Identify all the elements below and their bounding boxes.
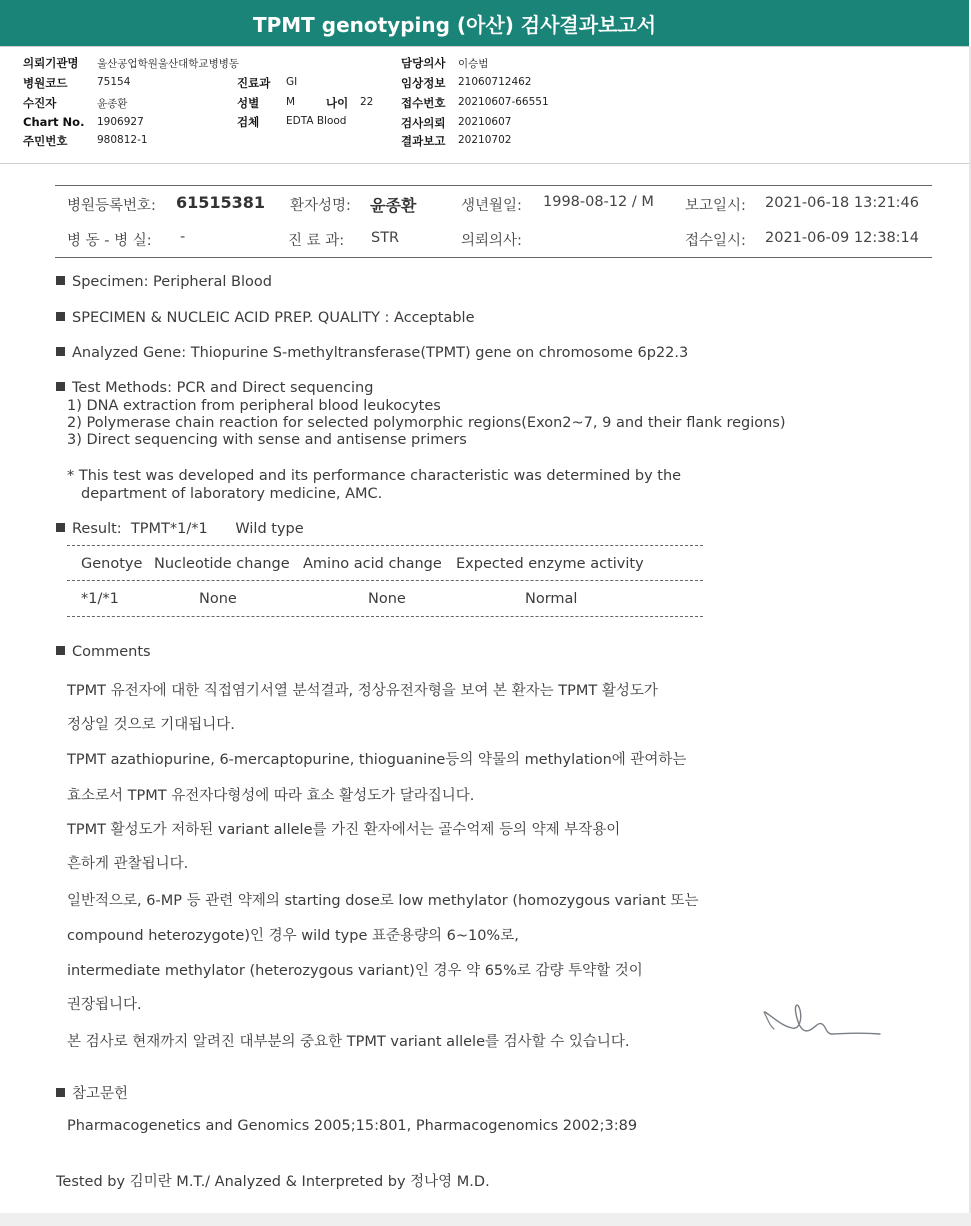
comments-section	[56, 644, 151, 660]
institution-label: 의뢰기관명	[23, 56, 79, 70]
doctor-label: 담당의사	[401, 56, 446, 70]
department-label: 진료과	[237, 76, 271, 90]
dob-label: 생년월일:	[461, 198, 522, 214]
comment-line: 정상일 것으로 기대됩니다.	[67, 717, 235, 733]
requested-value: 20210607	[458, 116, 512, 128]
resident-no-label: 주민번호	[23, 134, 68, 148]
resident-no-value: 980812-1	[97, 134, 148, 146]
dept-value: STR	[371, 230, 400, 246]
comment-line: 일반적으로, 6-MP 등 관련 약제의 starting dose로 low methylator (homozygous variant 또는	[67, 893, 699, 909]
sex-value: M	[286, 96, 296, 108]
methods-section	[56, 380, 373, 396]
cell-enzyme: Normal	[525, 591, 578, 607]
comment-line: 흔하게 관찰됩니다.	[67, 856, 189, 872]
table-bottom-rule	[67, 616, 703, 617]
bullet-square-icon	[56, 276, 65, 285]
recipient-label: 수진자	[23, 96, 57, 110]
comment-line: TPMT azathiopurine, 6-mercaptopurine, thioguanine등의 약물의 methylation에 관여하는	[67, 752, 687, 768]
quality-text: SPECIMEN & NUCLEIC ACID PREP. QUALITY : Acceptable	[72, 310, 475, 326]
specimen-type-value: EDTA Blood	[286, 115, 347, 127]
ward-label: 병 동 - 병 실:	[67, 233, 152, 249]
bullet-square-icon	[56, 1088, 65, 1097]
clinical-info-value: 21060712462	[458, 76, 532, 88]
dept-label: 진 료 과:	[288, 233, 345, 249]
disclaimer-line-2: department of laboratory medicine, AMC.	[81, 486, 383, 502]
col-header-nucleotide: Nucleotide change	[154, 556, 290, 572]
reported-value: 20210702	[458, 134, 512, 146]
bullet-square-icon	[56, 347, 65, 356]
references-text: Pharmacogenetics and Genomics 2005;15:801, Pharmacogenomics 2002;3:89	[67, 1118, 638, 1134]
patient-name-label: 환자성명:	[290, 198, 351, 214]
comment-line: intermediate methylator (heterozygous variant)인 경우 약 65%로 감량 투약할 것이	[67, 963, 643, 979]
department-value: GI	[286, 76, 298, 88]
accept-time-label: 접수일시:	[685, 233, 746, 249]
result-text: Result: TPMT*1/*1 Wild type	[72, 521, 304, 537]
method-step-2: 2) Polymerase chain reaction for selected polymorphic regions(Exon2~7, 9 and their flank regions)	[67, 415, 786, 431]
patient-box-top-rule	[55, 185, 932, 186]
age-value: 22	[360, 96, 374, 108]
tested-by-footer: Tested by 김미란 M.T./ Analyzed & Interpreted by 정나영 M.D.	[56, 1174, 490, 1190]
col-header-genotype: Genotye	[81, 556, 143, 572]
doctor-value: 이승범	[458, 58, 489, 70]
references-section	[56, 1082, 128, 1103]
result-section	[56, 521, 304, 537]
references-title: 참고문헌	[72, 1086, 129, 1102]
hospital-code-value: 75154	[97, 76, 131, 88]
cell-amino-acid: None	[368, 591, 406, 607]
institution-value: 울산공업학원울산대학교병병동	[97, 58, 240, 70]
receipt-no-label: 접수번호	[401, 96, 446, 110]
dob-value: 1998-08-12 / M	[543, 194, 654, 210]
method-step-3: 3) Direct sequencing with sense and antisense primers	[67, 432, 467, 448]
patient-name-value: 윤종환	[370, 196, 417, 215]
comments-title: Comments	[72, 644, 151, 660]
method-step-1: 1) DNA extraction from peripheral blood leukocytes	[67, 398, 441, 414]
report-title-bar	[0, 0, 969, 47]
recipient-value: 윤종환	[97, 98, 128, 110]
hospital-code-label: 병원코드	[23, 76, 68, 90]
disclaimer-line-1: * This test was developed and its performance characteristic was determined by the	[67, 468, 682, 484]
referring-doctor-label: 의뢰의사:	[461, 233, 522, 249]
specimen-section	[56, 274, 272, 290]
reg-no-value: 61515381	[176, 193, 266, 212]
clinical-info-label: 임상정보	[401, 76, 446, 90]
comment-line: TPMT 활성도가 저하된 variant allele를 가진 환자에서는 골수억제 등의 약제 부작용이	[67, 822, 621, 838]
patient-box-bottom-rule	[55, 257, 932, 258]
chart-no-label: Chart No.	[23, 115, 85, 129]
bullet-square-icon	[56, 646, 65, 655]
ward-value: -	[180, 229, 186, 245]
report-header	[0, 47, 969, 164]
age-label: 나이	[326, 96, 349, 110]
report-time-value: 2021-06-18 13:21:46	[765, 195, 919, 211]
chart-no-value: 1906927	[97, 116, 144, 128]
specimen-text: Specimen: Peripheral Blood	[72, 274, 272, 290]
reported-label: 결과보고	[401, 134, 446, 148]
sex-label: 성별	[237, 96, 260, 110]
comment-line: 권장됩니다.	[67, 997, 142, 1013]
specimen-type-label: 검체	[237, 115, 260, 129]
col-header-amino-acid: Amino acid change	[303, 556, 442, 572]
bullet-square-icon	[56, 523, 65, 532]
comment-line: compound heterozygote)인 경우 wild type 표준용량의 6~10%로,	[67, 928, 519, 944]
cell-genotype: *1/*1	[81, 591, 119, 607]
table-header-rule	[67, 580, 703, 581]
handwritten-signature	[760, 996, 890, 1056]
cell-nucleotide: None	[199, 591, 237, 607]
comment-line: TPMT 유전자에 대한 직접염기서열 분석결과, 정상유전자형을 보여 본 환자는 TPMT 활성도가	[67, 683, 658, 699]
table-top-rule	[67, 545, 703, 546]
report-time-label: 보고일시:	[685, 198, 746, 214]
comment-line: 본 검사로 현재까지 알려진 대부분의 중요한 TPMT variant allele를 검사할 수 있습니다.	[67, 1034, 630, 1050]
receipt-no-value: 20210607-66551	[458, 96, 549, 108]
methods-title: Test Methods: PCR and Direct sequencing	[72, 380, 374, 396]
reg-no-label: 병원등록번호:	[67, 198, 156, 214]
gene-section	[56, 345, 688, 361]
comment-line: 효소로서 TPMT 유전자다형성에 따라 효소 활성도가 달라집니다.	[67, 788, 475, 804]
accept-time-value: 2021-06-09 12:38:14	[765, 230, 919, 246]
bullet-square-icon	[56, 382, 65, 391]
gene-text: Analyzed Gene: Thiopurine S-methyltransferase(TPMT) gene on chromosome 6p22.3	[72, 345, 689, 361]
report-title: TPMT genotyping (아산) 검사결과보고서	[252, 12, 657, 37]
quality-section	[56, 310, 475, 326]
bullet-square-icon	[56, 312, 65, 321]
col-header-enzyme: Expected enzyme activity	[456, 556, 644, 572]
page-bottom-band	[0, 1213, 971, 1226]
requested-label: 검사의뢰	[401, 116, 446, 130]
